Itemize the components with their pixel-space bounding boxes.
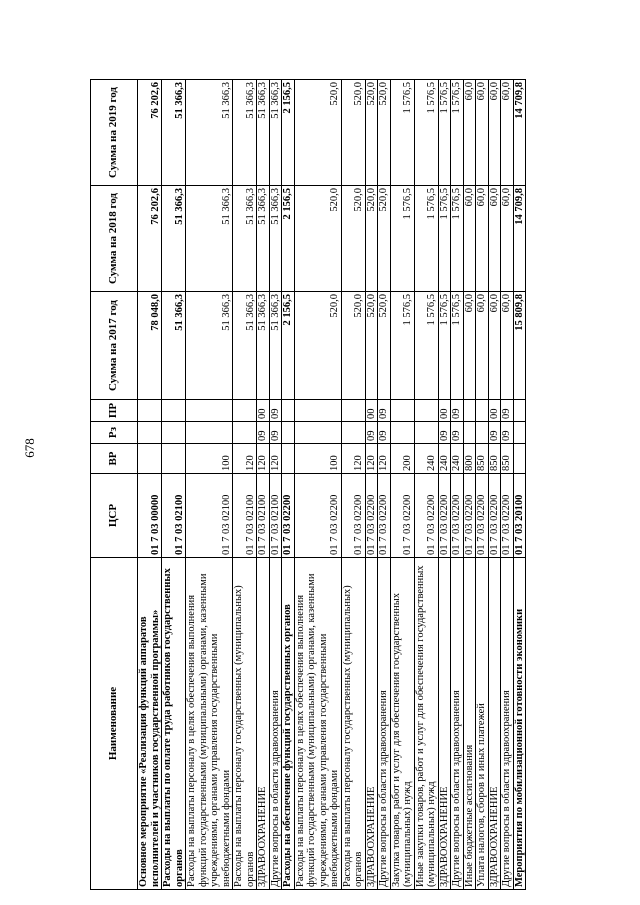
cell-vr: 200 (390, 444, 414, 474)
cell-sum-2019: 76 202,6 (138, 80, 162, 186)
table-row (282, 80, 295, 890)
cell-sum-2018: 51 366,3 (233, 186, 257, 292)
table-row (451, 80, 464, 890)
cell-sum-2019: 1 576,5 (451, 80, 464, 186)
cell-csr: 01 7 03 02100 (186, 474, 233, 558)
cell-sum-2017: 51 366,3 (233, 292, 257, 400)
cell-vr: 850 (476, 444, 489, 474)
table-row (186, 80, 233, 890)
table-header-row (91, 80, 138, 890)
cell-vr: 240 (414, 444, 438, 474)
cell-sum-2017: 520,0 (294, 292, 341, 400)
cell-sum-2017: 15 809,8 (513, 292, 526, 400)
table-row (233, 80, 257, 890)
cell-sum-2017: 520,0 (341, 292, 365, 400)
cell-sum-2018: 1 576,5 (438, 186, 451, 292)
cell-rz: 09 (378, 422, 391, 444)
cell-rz: 09 (501, 422, 514, 444)
cell-sum-2019: 51 366,3 (233, 80, 257, 186)
cell-sum-2017: 51 366,3 (269, 292, 282, 400)
cell-csr: 01 7 03 02100 (257, 474, 270, 558)
cell-rz: 09 (438, 422, 451, 444)
cell-rz: 09 (488, 422, 501, 444)
cell-pr: 00 (365, 400, 378, 422)
cell-csr: 01 7 03 20100 (513, 474, 526, 558)
cell-sum-2017: 60,0 (476, 292, 489, 400)
cell-csr: 01 7 03 02200 (476, 474, 489, 558)
header-pr: ПР (91, 400, 138, 422)
cell-rz (294, 422, 341, 444)
cell-sum-2017: 78 048,0 (138, 292, 162, 400)
cell-name: Другие вопросы в области здравоохранения (378, 558, 391, 890)
cell-csr: 01 7 03 02200 (501, 474, 514, 558)
cell-sum-2019: 14 709,8 (513, 80, 526, 186)
cell-pr: 00 (488, 400, 501, 422)
cell-csr: 01 7 03 02200 (390, 474, 414, 558)
cell-sum-2018: 1 576,5 (451, 186, 464, 292)
cell-sum-2017: 1 576,5 (451, 292, 464, 400)
cell-sum-2017: 1 576,5 (390, 292, 414, 400)
cell-sum-2017: 51 366,3 (186, 292, 233, 400)
cell-rz: 09 (257, 422, 270, 444)
cell-name: Другие вопросы в области здравоохранения (501, 558, 514, 890)
table-row (365, 80, 378, 890)
cell-name: Расходы на выплаты персоналу государственных (муниципальных) органов (341, 558, 365, 890)
cell-pr (414, 400, 438, 422)
cell-vr: 120 (257, 444, 270, 474)
cell-pr (513, 400, 526, 422)
cell-rz (476, 422, 489, 444)
cell-rz (186, 422, 233, 444)
table-row (463, 80, 476, 890)
cell-vr: 240 (438, 444, 451, 474)
table-row (138, 80, 162, 890)
cell-name: Расходы на выплаты по оплате труда работников государственных органов (162, 558, 186, 890)
cell-sum-2017: 60,0 (488, 292, 501, 400)
cell-name: Мероприятия по мобилизационной готовности экономики (513, 558, 526, 890)
cell-sum-2019: 2 156,5 (282, 80, 295, 186)
cell-name: Уплата налогов, сборов и иных платежей (476, 558, 489, 890)
cell-rz (162, 422, 186, 444)
cell-name: ЗДРАВООХРАНЕНИЕ (488, 558, 501, 890)
cell-name: Другие вопросы в области здравоохранения (269, 558, 282, 890)
cell-sum-2019: 520,0 (341, 80, 365, 186)
table-row (513, 80, 526, 890)
cell-csr: 01 7 03 02200 (294, 474, 341, 558)
cell-sum-2019: 60,0 (501, 80, 514, 186)
table-row (501, 80, 514, 890)
cell-name: ЗДРАВООХРАНЕНИЕ (438, 558, 451, 890)
header-sum-2017: Сумма на 2017 год (91, 292, 138, 400)
cell-vr: 120 (365, 444, 378, 474)
header-sum-2018: Сумма на 2018 год (91, 186, 138, 292)
cell-pr (138, 400, 162, 422)
cell-pr (341, 400, 365, 422)
cell-sum-2018: 520,0 (365, 186, 378, 292)
cell-rz (138, 422, 162, 444)
table-row (257, 80, 270, 890)
cell-sum-2018: 60,0 (463, 186, 476, 292)
cell-pr (233, 400, 257, 422)
cell-csr: 01 7 03 02100 (162, 474, 186, 558)
header-name: Наименование (91, 558, 138, 890)
cell-sum-2018: 51 366,3 (257, 186, 270, 292)
cell-pr: 09 (501, 400, 514, 422)
cell-sum-2019: 520,0 (365, 80, 378, 186)
cell-rz (233, 422, 257, 444)
cell-sum-2017: 1 576,5 (414, 292, 438, 400)
table-row (341, 80, 365, 890)
cell-csr: 01 7 03 00000 (138, 474, 162, 558)
table-row (438, 80, 451, 890)
cell-csr: 01 7 03 02200 (488, 474, 501, 558)
cell-sum-2017: 520,0 (365, 292, 378, 400)
cell-csr: 01 7 03 02200 (365, 474, 378, 558)
cell-vr: 120 (233, 444, 257, 474)
header-rz: Рз (91, 422, 138, 444)
cell-rz: 09 (451, 422, 464, 444)
cell-sum-2018: 51 366,3 (269, 186, 282, 292)
cell-vr: 120 (378, 444, 391, 474)
cell-rz (463, 422, 476, 444)
header-vr: ВР (91, 444, 138, 474)
cell-csr: 01 7 03 02200 (438, 474, 451, 558)
table-row (294, 80, 341, 890)
cell-csr: 01 7 03 02100 (233, 474, 257, 558)
cell-name: Иные закупки товаров, работ и услуг для обеспечения государственных (муниципальных) нужд (414, 558, 438, 890)
cell-sum-2018: 51 366,3 (186, 186, 233, 292)
cell-sum-2018: 520,0 (378, 186, 391, 292)
cell-sum-2019: 1 576,5 (390, 80, 414, 186)
cell-pr (463, 400, 476, 422)
cell-name: Основное мероприятие «Реализация функций аппаратов исполнителей и участников государственной программы» (138, 558, 162, 890)
cell-sum-2018: 60,0 (488, 186, 501, 292)
table-row (414, 80, 438, 890)
header-csr: ЦСР (91, 474, 138, 558)
cell-name: Другие вопросы в области здравоохранения (451, 558, 464, 890)
cell-name: Расходы на обеспечение функций государственных органов (282, 558, 295, 890)
cell-csr: 01 7 03 02200 (282, 474, 295, 558)
cell-sum-2018: 520,0 (294, 186, 341, 292)
cell-sum-2018: 76 202,6 (138, 186, 162, 292)
cell-sum-2018: 1 576,5 (414, 186, 438, 292)
cell-rz (513, 422, 526, 444)
cell-vr (513, 444, 526, 474)
cell-vr (282, 444, 295, 474)
cell-sum-2018: 60,0 (501, 186, 514, 292)
cell-sum-2018: 1 576,5 (390, 186, 414, 292)
cell-rz (414, 422, 438, 444)
cell-sum-2019: 51 366,3 (269, 80, 282, 186)
cell-vr: 850 (501, 444, 514, 474)
cell-rz (282, 422, 295, 444)
budget-table (90, 79, 526, 890)
cell-vr: 100 (294, 444, 341, 474)
cell-sum-2019: 60,0 (463, 80, 476, 186)
cell-rz (390, 422, 414, 444)
cell-sum-2018: 2 156,5 (282, 186, 295, 292)
cell-csr: 01 7 03 02200 (451, 474, 464, 558)
cell-sum-2017: 60,0 (463, 292, 476, 400)
cell-rz (341, 422, 365, 444)
cell-csr: 01 7 03 02200 (378, 474, 391, 558)
cell-csr: 01 7 03 02200 (341, 474, 365, 558)
header-sum-2019: Сумма на 2019 год (91, 80, 138, 186)
cell-sum-2019: 1 576,5 (414, 80, 438, 186)
cell-pr: 09 (451, 400, 464, 422)
cell-sum-2018: 60,0 (476, 186, 489, 292)
cell-pr: 00 (257, 400, 270, 422)
cell-rz: 09 (365, 422, 378, 444)
cell-pr (294, 400, 341, 422)
table-row (476, 80, 489, 890)
cell-name: Расходы на выплаты персоналу в целях обеспечения выполнения функций государственными (муниципальными) органами, казенными учреждениями, органами управления государственными внебюджетными фондами (294, 558, 341, 890)
cell-pr: 09 (269, 400, 282, 422)
cell-sum-2019: 51 366,3 (257, 80, 270, 186)
cell-pr (282, 400, 295, 422)
cell-csr: 01 7 03 02100 (269, 474, 282, 558)
cell-sum-2019: 51 366,3 (186, 80, 233, 186)
cell-sum-2018: 51 366,3 (162, 186, 186, 292)
cell-pr (390, 400, 414, 422)
cell-vr: 100 (186, 444, 233, 474)
cell-pr: 00 (438, 400, 451, 422)
cell-vr: 240 (451, 444, 464, 474)
cell-vr (138, 444, 162, 474)
cell-vr: 120 (341, 444, 365, 474)
cell-sum-2019: 520,0 (378, 80, 391, 186)
cell-csr: 01 7 03 02200 (463, 474, 476, 558)
cell-name: ЗДРАВООХРАНЕНИЕ (257, 558, 270, 890)
cell-vr (162, 444, 186, 474)
cell-vr: 800 (463, 444, 476, 474)
cell-pr (186, 400, 233, 422)
cell-sum-2019: 520,0 (294, 80, 341, 186)
table-body (138, 80, 526, 890)
cell-sum-2019: 60,0 (476, 80, 489, 186)
cell-sum-2019: 1 576,5 (438, 80, 451, 186)
cell-name: Расходы на выплаты персоналу в целях обеспечения выполнения функций государственными (муниципальными) органами, казенными учреждениями, органами управления государственными внебюджетными фондами (186, 558, 233, 890)
cell-vr: 120 (269, 444, 282, 474)
table-row (390, 80, 414, 890)
cell-sum-2017: 51 366,3 (162, 292, 186, 400)
cell-rz: 09 (269, 422, 282, 444)
cell-sum-2018: 14 709,8 (513, 186, 526, 292)
cell-pr (162, 400, 186, 422)
cell-vr: 850 (488, 444, 501, 474)
cell-sum-2018: 520,0 (341, 186, 365, 292)
cell-name: Расходы на выплаты персоналу государственных (муниципальных) органов (233, 558, 257, 890)
page-number: 678 (22, 438, 37, 458)
table-row (488, 80, 501, 890)
cell-name: Закупка товаров, работ и услуг для обеспечения государственных (муниципальных) нужд (390, 558, 414, 890)
cell-pr (476, 400, 489, 422)
rotated-table-container (90, 80, 578, 890)
table-row (269, 80, 282, 890)
cell-csr: 01 7 03 02200 (414, 474, 438, 558)
table-row (378, 80, 391, 890)
cell-sum-2017: 60,0 (501, 292, 514, 400)
cell-sum-2017: 520,0 (378, 292, 391, 400)
cell-pr: 09 (378, 400, 391, 422)
cell-name: ЗДРАВООХРАНЕНИЕ (365, 558, 378, 890)
cell-sum-2019: 51 366,3 (162, 80, 186, 186)
cell-sum-2019: 60,0 (488, 80, 501, 186)
table-row (162, 80, 186, 890)
cell-sum-2017: 51 366,3 (257, 292, 270, 400)
cell-name: Иные бюджетные ассигнования (463, 558, 476, 890)
cell-sum-2017: 1 576,5 (438, 292, 451, 400)
cell-sum-2017: 2 156,5 (282, 292, 295, 400)
